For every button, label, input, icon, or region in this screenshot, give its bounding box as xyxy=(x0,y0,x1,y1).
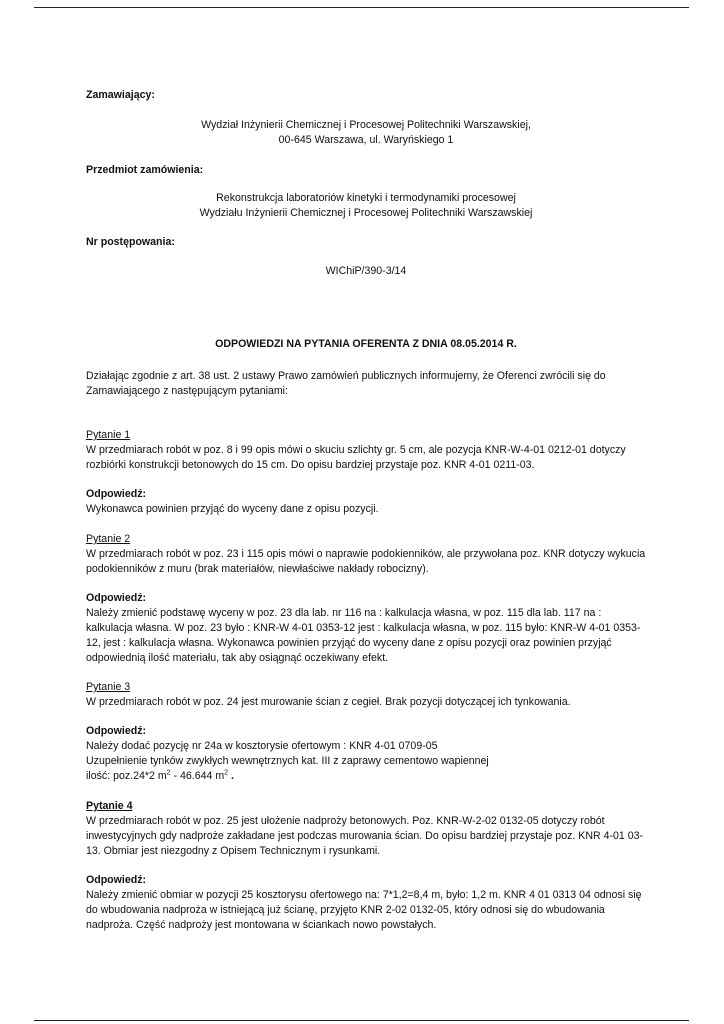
question-3-label: Pytanie 3 xyxy=(86,681,131,693)
bottom-rule xyxy=(34,1020,689,1021)
zamawiajacy-label: Zamawiający: xyxy=(86,89,155,101)
przedmiot-line-2: Wydziału Inżynierii Chemicznej i Procesowej Politechniki Warszawskiej xyxy=(199,207,533,219)
przedmiot-label: Przedmiot zamówienia: xyxy=(86,164,204,176)
answer-4-text: Należy zmienić obmiar w pozycji 25 kosztorysu ofertowego na: 7*1,2=8,4 m, było: 1,2 m. KNR 4 01 0313 04 odnosi się do wbudowania nadproża w istniejącą już ścianę, przyjęto KNR 2-02 0132-05, który odnosi się do wbudowania nadproża. Część nadproży jest montowana w ściankach nowo powstałych. xyxy=(86,889,642,931)
answer-2-label: Odpowiedź: xyxy=(86,592,147,604)
document-title: ODPOWIEDZI NA PYTANIA OFERENTA Z DNIA 08.05.2014 R. xyxy=(215,338,517,350)
answer-1-text: Wykonawca powinien przyjąć do wyceny dane z opisu pozycji. xyxy=(86,503,379,515)
zamawiajacy-line-1: Wydział Inżynierii Chemicznej i Procesowej Politechniki Warszawskiej, xyxy=(201,119,531,131)
question-1-text: W przedmiarach robót w poz. 8 i 99 opis mówi o skuciu szlichty gr. 5 cm, ale pozycja KNR-W-4-01 0212-01 dotyczy rozbiórki konstrukcji betonowych do 15 cm. Do opisu bardziej przystaje poz. KNR 4-01 0211-03. xyxy=(86,444,626,471)
question-1-label: Pytanie 1 xyxy=(86,429,131,441)
nr-postepowania-value: WIChiP/390-3/14 xyxy=(325,265,407,277)
answer-3-line-1: Należy dodać pozycję nr 24a w kosztorysie ofertowym : KNR 4-01 0709-05 xyxy=(86,740,438,752)
top-rule xyxy=(34,7,689,8)
question-2-label: Pytanie 2 xyxy=(86,533,131,545)
answer-3-quantity-a: ilość: poz.24*2 m xyxy=(86,770,167,782)
question-2-text: W przedmiarach robót w poz. 23 i 115 opis mówi o naprawie podokienników, ale przywołana poz. KNR dotyczy wykucia podokienników z muru (brak materiałów, niewłaściwe nakłady robocizny). xyxy=(86,548,646,575)
answer-3-line-2: Uzupełnienie tynków zwykłych wewnętrznych kat. III z zaprawy cementowo wapiennej xyxy=(86,755,489,767)
nr-postepowania-label: Nr postępowania: xyxy=(86,236,175,248)
przedmiot-line-1: Rekonstrukcja laboratoriów kinetyki i termodynamiki procesowej xyxy=(216,192,516,204)
answer-1-label: Odpowiedź: xyxy=(86,488,147,500)
answer-2-text: Należy zmienić podstawę wyceny w poz. 23 dla lab. nr 116 na : kalkulacja własna, w poz. 115 dla lab. 117 na : kalkulacja własna. W poz. 23 było : KNR-W 4-01 0353-12 jest : kalkulacja własna, w poz. 115 było: KNR-W 4-01 0353-12, jest : kalkulacja własna. Wykonawca powinien przyjąć do wyceny dane z opisu pozycji oraz powinien przyjąć odpowiednią ilość materiału, tak aby osiągnąć oczekiwany efekt. xyxy=(86,607,641,664)
question-4-label: Pytanie 4 xyxy=(86,800,133,812)
answer-3-quantity-b: - 46.644 m xyxy=(170,770,225,782)
answer-3-exponent-2: 2 xyxy=(224,769,229,777)
answer-3-label: Odpowiedź: xyxy=(86,725,147,737)
zamawiajacy-line-2: 00-645 Warszawa, ul. Waryńskiego 1 xyxy=(278,134,454,146)
question-3-text: W przedmiarach robót w poz. 24 jest murowanie ścian z cegieł. Brak pozycji dotyczącej ich tynkowania. xyxy=(86,696,571,708)
answer-3-quantity-c: . xyxy=(228,770,234,782)
intro-paragraph: Działając zgodnie z art. 38 ust. 2 ustawy Prawo zamówień publicznych informujemy, że Oferenci zwrócili się do Zamawiającego z następującym pytaniami: xyxy=(86,370,606,397)
answer-3-exponent-1: 2 xyxy=(166,769,171,777)
question-4-text: W przedmiarach robót w poz. 25 jest ułożenie nadproży betonowych. Poz. KNR-W-2-02 0132-05 dotyczy robót inwestycyjnych gdy nadproże zakładane jest podczas murowania ścian. Do opisu bardziej przystaje poz. KNR 4-01 03-13. Obmiar jest niezgodny z Opisem Technicznym i rysunkami. xyxy=(86,815,644,857)
answer-4-label: Odpowiedź: xyxy=(86,874,147,886)
answer-3-line-3 xyxy=(86,769,646,784)
